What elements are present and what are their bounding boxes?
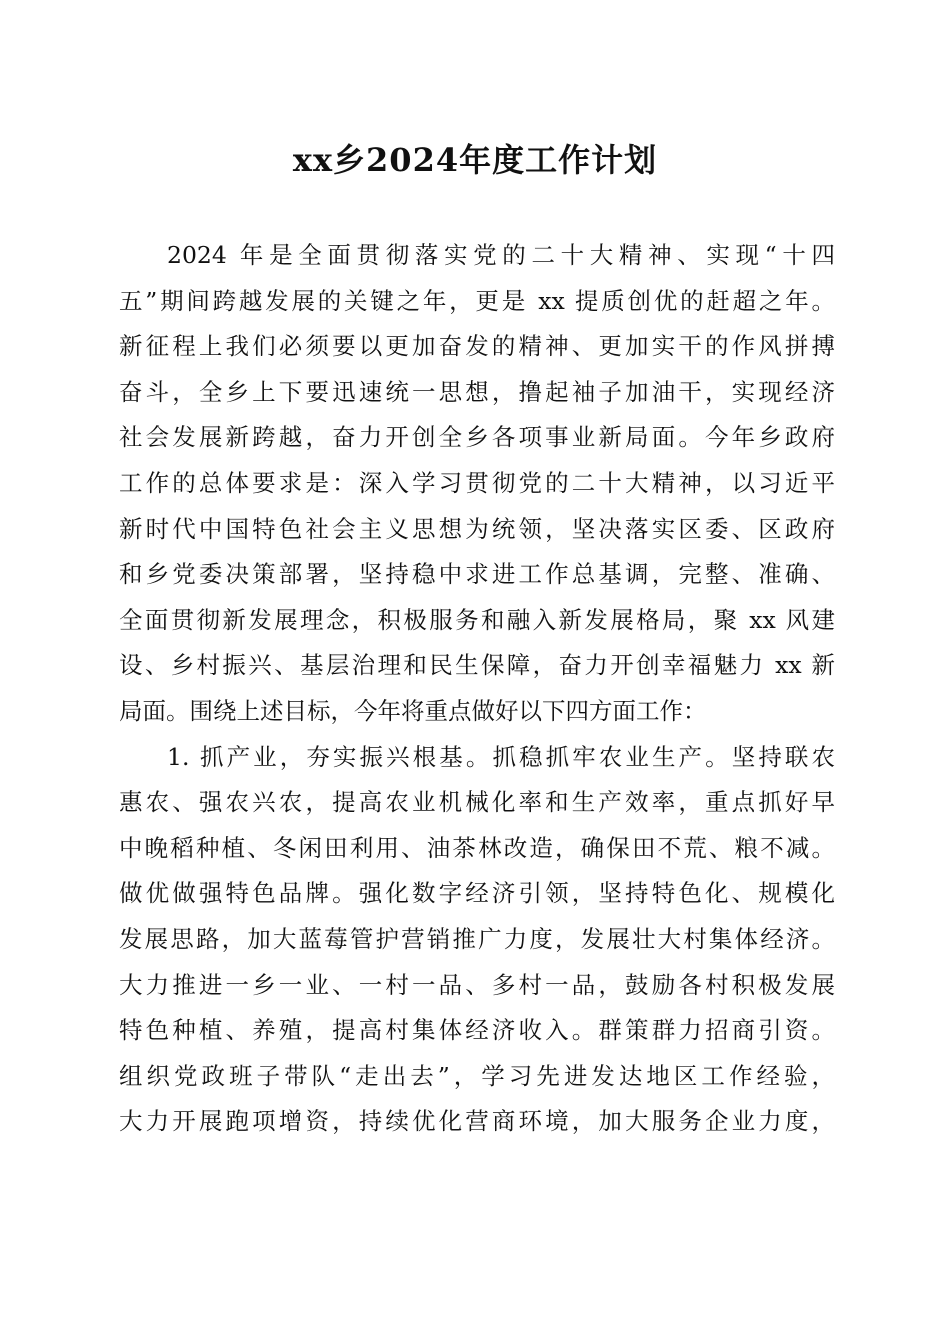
paragraph-line: 五”期间跨越发展的关键之年，更是 xx 提质创优的赶超之年。 — [119, 286, 835, 315]
paragraph-line: 新征程上我们必须要以更加奋发的精神、更加实干的作风拼搏 — [119, 332, 835, 361]
paragraph-line: 新时代中国特色社会主义思想为统领，坚决落实区委、区政府 — [119, 514, 835, 543]
document-title: xx乡2024年度工作计划 — [292, 141, 658, 179]
paragraph-line: 工作的总体要求是：深入学习贯彻党的二十大精神，以习近平 — [119, 468, 835, 497]
paragraph-line: 做优做强特色品牌。强化数字经济引领，坚持特色化、规模化 — [119, 879, 835, 908]
paragraph-line: 组织党政班子带队“走出去”，学习先进发达地区工作经验， — [119, 1061, 835, 1090]
paragraph-line: 中晚稻种植、冬闲田利用、油茶林改造，确保田不荒、粮不减。 — [119, 833, 835, 862]
paragraph-line: 2024 年是全面贯彻落实党的二十大精神、实现“十四 — [167, 241, 835, 269]
paragraph-line: 惠农、强农兴农，提高农业机械化率和生产效率，重点抓好早 — [119, 788, 835, 817]
paragraph-line: 全面贯彻新发展理念，积极服务和融入新发展格局，聚 xx 风建 — [119, 605, 835, 634]
paragraph-line: 大力开展跑项增资，持续优化营商环境，加大服务企业力度， — [119, 1107, 835, 1136]
paragraph-line: 设、乡村振兴、基层治理和民生保障，奋力开创幸福魅力 xx 新 — [119, 651, 835, 680]
paragraph-line: 和乡党委决策部署，坚持稳中求进工作总基调，完整、准确、 — [119, 560, 835, 589]
paragraph-line: 奋斗，全乡上下要迅速统一思想，撸起袖子加油干，实现经济 — [119, 377, 835, 406]
paragraph-line: 1. 抓产业，夯实振兴根基。抓稳抓牢农业生产。坚持联农 — [167, 742, 835, 771]
paragraph-line: 社会发展新跨越，奋力开创全乡各项事业新局面。今年乡政府 — [119, 423, 835, 452]
document-body — [119, 233, 835, 1145]
paragraph-line: 发展思路，加大蓝莓管护营销推广力度，发展壮大村集体经济。 — [119, 924, 835, 953]
paragraph-line: 大力推进一乡一业、一村一品、多村一品，鼓励各村积极发展 — [119, 970, 835, 999]
paragraph-line: 局面。围绕上述目标，今年将重点做好以下四方面工作： — [119, 696, 707, 725]
paragraph-line: 特色种植、养殖，提高村集体经济收入。群策群力招商引资。 — [119, 1016, 835, 1045]
